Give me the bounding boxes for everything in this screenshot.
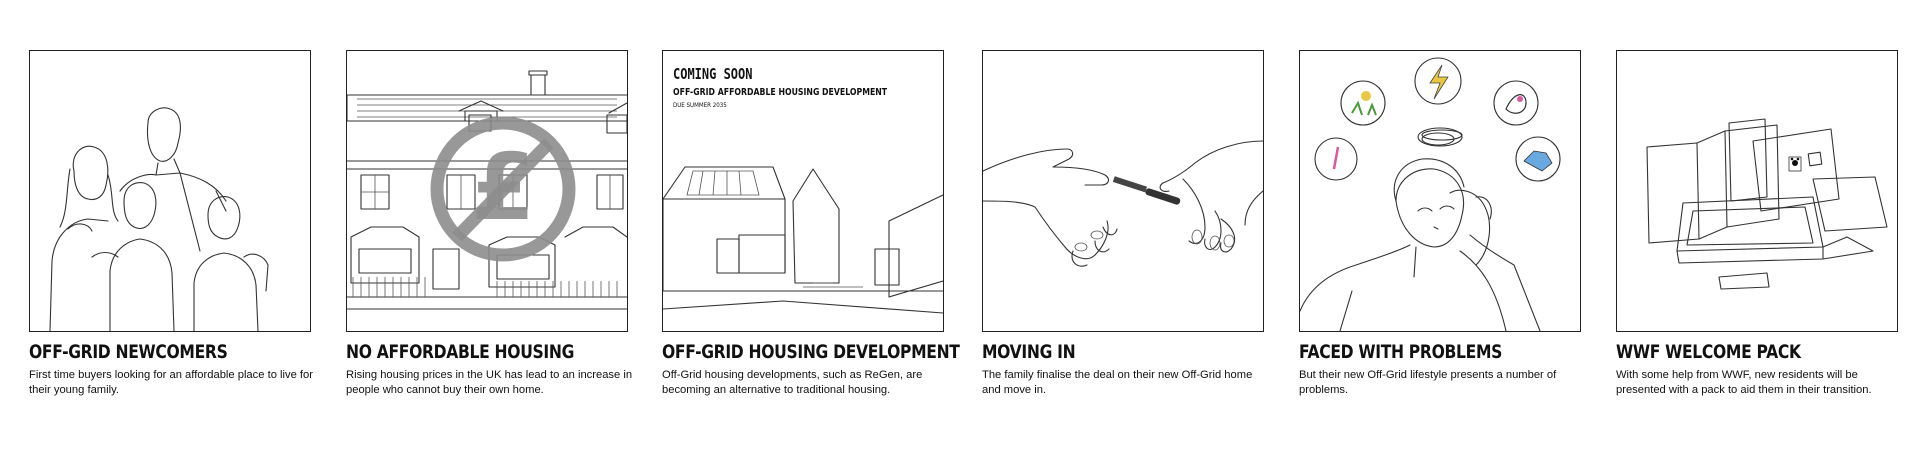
sign-subheading: OFF-GRID AFFORDABLE HOUSING DEVELOPMENT — [673, 87, 888, 98]
drop-icon — [1494, 81, 1538, 125]
handshake-icon — [1516, 137, 1560, 181]
panel-title: OFF-GRID NEWCOMERS — [29, 341, 228, 363]
sign-heading: COMING SOON — [673, 65, 753, 83]
panel-title: WWF WELCOME PACK — [1616, 341, 1801, 363]
housing-development-illustration — [662, 50, 944, 332]
key-icon — [1113, 176, 1181, 205]
storyboard-panel-1 — [29, 50, 311, 397]
sign-due-date: DUE SUMMER 2035 — [673, 101, 727, 109]
storyboard-panel-4 — [982, 50, 1264, 397]
thermometer-icon — [1315, 138, 1357, 180]
family-illustration — [29, 50, 311, 332]
stressed-person-illustration — [1299, 50, 1581, 332]
panel-title: FACED WITH PROBLEMS — [1299, 341, 1503, 363]
no-pound-icon — [437, 123, 569, 255]
panel-title: MOVING IN — [982, 341, 1076, 363]
panel-title: OFF-GRID HOUSING DEVELOPMENT — [662, 341, 960, 363]
storyboard-panel-2 — [346, 50, 633, 397]
sun-plant-icon — [1341, 81, 1385, 125]
storyboard-panel-5 — [1299, 50, 1581, 397]
panel-description: Rising housing prices in the UK has lead to an increase in people who cannot buy their own home. — [346, 369, 633, 396]
svg-text:£: £ — [470, 134, 536, 241]
panel-description: With some help from WWF, new residents will be presented with a pack to aid them in their transition. — [1616, 369, 1872, 396]
panel-description: The family finalise the deal on their new Off-Grid home and move in. — [982, 369, 1253, 396]
lightning-icon — [1415, 58, 1461, 104]
storyboard-panel-3 — [662, 50, 960, 397]
terraced-houses-illustration — [346, 50, 628, 332]
panel-title: NO AFFORDABLE HOUSING — [346, 341, 575, 363]
panel-description: First time buyers looking for an affordable place to live for their young family. — [29, 369, 313, 396]
panel-description: But their new Off-Grid lifestyle presents a number of problems. — [1299, 369, 1557, 396]
panel-description: Off-Grid housing developments, such as ReGen, are becoming an alternative to traditional housing. — [662, 369, 923, 396]
welcome-pack-illustration — [1616, 50, 1898, 332]
wwf-panda-logo — [1789, 157, 1801, 171]
key-handover-illustration — [982, 50, 1264, 332]
storyboard-panel-6 — [1616, 50, 1898, 397]
